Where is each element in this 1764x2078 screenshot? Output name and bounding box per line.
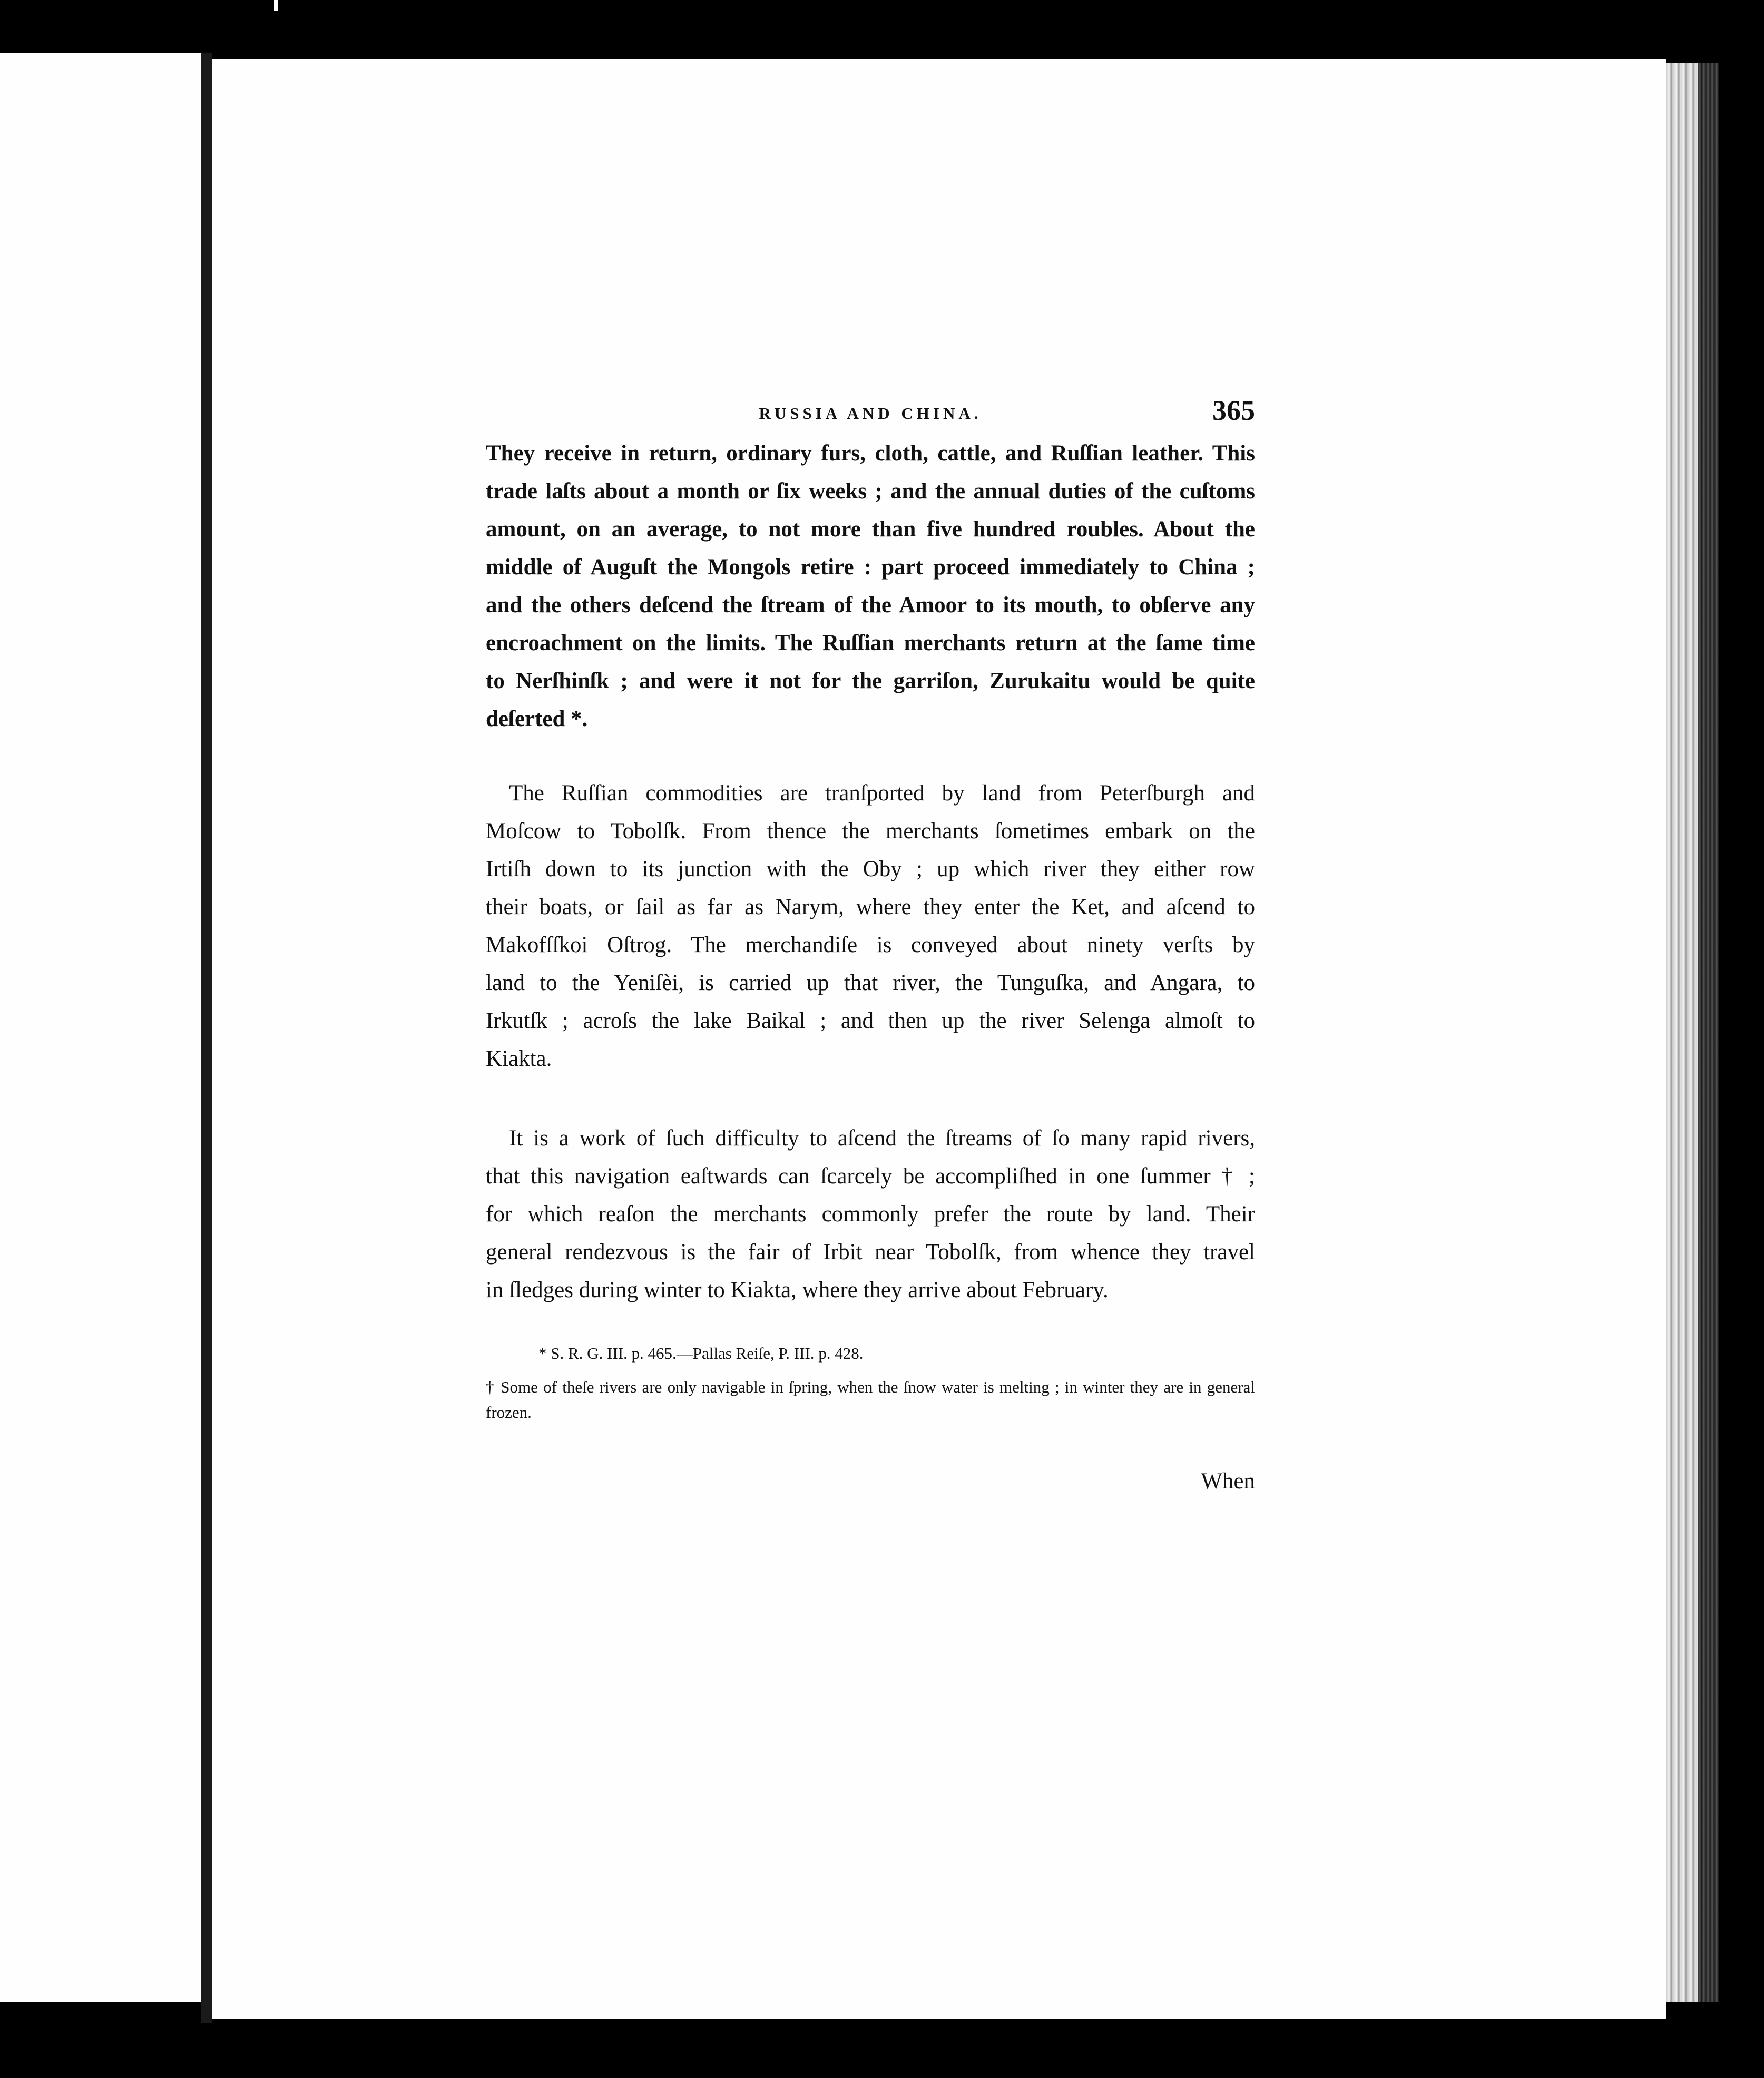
- text-line: They receive in return, ordinary furs, cloth, cattle, and Ruſſian leather. This: [486, 441, 1255, 466]
- text-line: Kiakta.: [486, 1046, 552, 1071]
- text-line: land to the Yeniſèi, is carried up that river, the Tunguſka, and Angara, to: [486, 971, 1255, 995]
- text-line: Moſcow to Tobolſk. From thence the merchants ſometimes embark on the: [486, 819, 1255, 844]
- scan-mark: [274, 0, 278, 11]
- paragraph-3: [486, 1120, 1255, 1309]
- footnote-2: † Some of theſe rivers are only navigable in ſpring, when the ſnow water is melting ; in winter they are in general frozen.: [486, 1378, 1255, 1422]
- running-head: [486, 395, 1255, 429]
- text-line: for which reaſon the merchants commonly prefer the route by land. Their: [486, 1202, 1255, 1227]
- book-gutter: [201, 53, 212, 2023]
- running-title: RUSSIA AND CHINA.: [759, 404, 982, 423]
- text-line: It is a work of ſuch difficulty to aſcend the ſtreams of ſo many rapid rivers,: [509, 1126, 1255, 1151]
- footnotes: [486, 1341, 1255, 1425]
- facing-page-edge: [0, 53, 201, 2002]
- text-line: that this navigation eaſtwards can ſcarcely be accompliſhed in one ſummer † ;: [486, 1164, 1255, 1189]
- text-line: encroachment on the limits. The Ruſſian merchants return at the ſame time: [486, 631, 1255, 655]
- catchword: When: [1201, 1469, 1255, 1494]
- text-line: Irkutſk ; acroſs the lake Baikal ; and then up the river Selenga almoſt to: [486, 1008, 1255, 1033]
- text-line: in ſledges during winter to Kiakta, where they arrive about February.: [486, 1278, 1109, 1302]
- text-line: Makofſſkoi Oſtrog. The merchandiſe is conveyed about ninety verſts by: [486, 933, 1255, 957]
- book-cover-edge: [1698, 63, 1719, 2002]
- text-line: trade laſts about a month or ſix weeks ; and the annual duties of the cuſtoms: [486, 479, 1255, 504]
- text-line: Irtiſh down to its junction with the Oby ; up which river they either row: [486, 857, 1255, 881]
- page-stack-edge: [1666, 63, 1698, 2002]
- text-line: general rendezvous is the fair of Irbit near Tobolſk, from whence they travel: [486, 1240, 1255, 1265]
- text-line: middle of Auguſt the Mongols retire : part proceed immediately to China ;: [486, 555, 1255, 580]
- text-line: and the others deſcend the ſtream of the Amoor to its mouth, to obſerve any: [486, 593, 1255, 617]
- paragraph-1: [486, 435, 1255, 738]
- footnote-1: * S. R. G. III. p. 465.—Pallas Reiſe, P. III. p. 428.: [538, 1344, 864, 1363]
- text-line: The Ruſſian commodities are tranſported by land from Peterſburgh and: [509, 781, 1255, 806]
- text-line: to Nerſhinſk ; and were it not for the garriſon, Zurukaitu would be quite: [486, 669, 1255, 693]
- text-line: deſerted *.: [486, 707, 588, 731]
- paragraph-2: [486, 775, 1255, 1078]
- page-number: 365: [1212, 395, 1255, 426]
- text-line: their boats, or ſail as far as Narym, where they enter the Ket, and aſcend to: [486, 895, 1255, 919]
- text-line: amount, on an average, to not more than five hundred roubles. About the: [486, 517, 1255, 542]
